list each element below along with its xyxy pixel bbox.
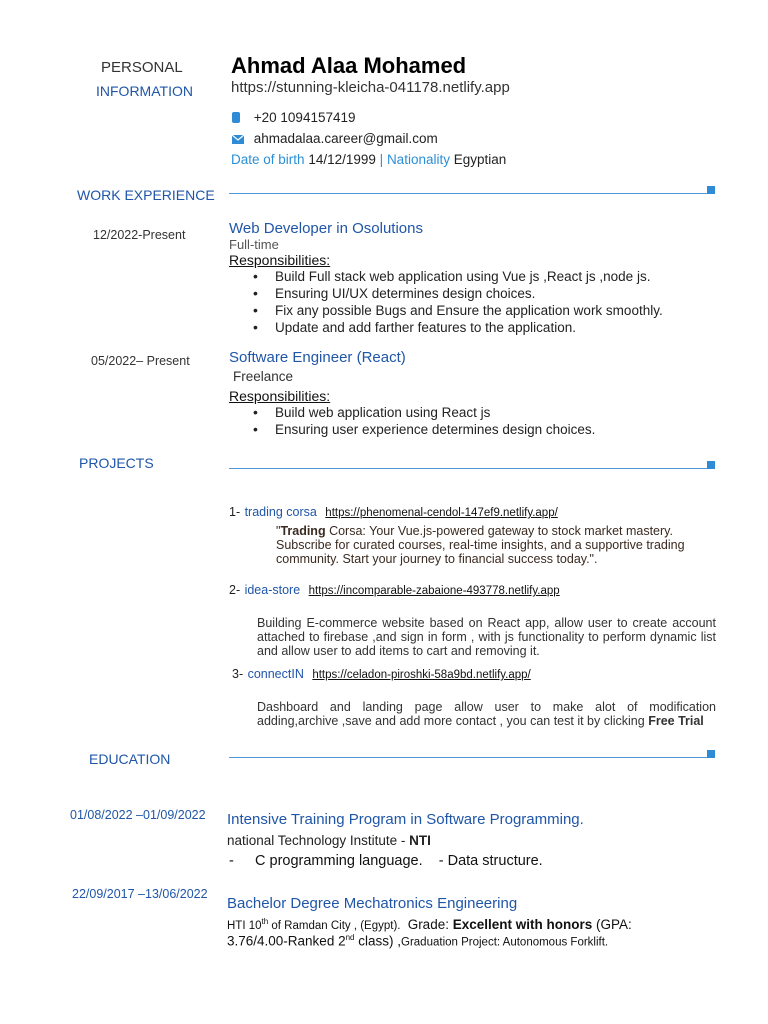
education-detail-line1 bbox=[227, 917, 727, 932]
nationality-label: Nationality bbox=[386, 152, 450, 167]
institute-abbrev: NTI bbox=[409, 833, 431, 848]
institute-name: national Technology Institute - bbox=[227, 833, 410, 848]
job-type: Full-time bbox=[229, 237, 279, 252]
education-entry bbox=[227, 895, 727, 949]
personal-label-line1: PERSONAL bbox=[101, 59, 183, 76]
project-header bbox=[232, 665, 531, 683]
envelope-icon bbox=[232, 132, 244, 147]
project-description bbox=[276, 524, 716, 566]
phone-row bbox=[232, 110, 356, 125]
job-entry bbox=[229, 220, 729, 336]
phone-number: +20 1094157419 bbox=[253, 110, 356, 125]
grade-label: Grade: bbox=[407, 917, 453, 932]
courses-text: C programming language. - Data structure. bbox=[255, 853, 543, 869]
job-date: 12/2022-Present bbox=[93, 228, 186, 242]
work-divider-marker bbox=[707, 186, 715, 194]
education-divider bbox=[229, 757, 707, 758]
project-desc-bold: Trading bbox=[280, 524, 326, 538]
project-header bbox=[229, 503, 558, 521]
project-number: 2- bbox=[229, 583, 241, 597]
nationality-value: Egyptian bbox=[453, 152, 507, 167]
education-divider-marker bbox=[707, 750, 715, 758]
project-name: trading corsa bbox=[244, 505, 317, 519]
job-title: Web Developer in Osolutions bbox=[229, 220, 423, 237]
candidate-name: Ahmad Alaa Mohamed bbox=[231, 53, 467, 78]
school-location: of Ramdan City , (Egypt). bbox=[268, 920, 401, 932]
education-courses bbox=[227, 853, 727, 869]
list-item: • Ensuring user experience determines design choices. bbox=[229, 421, 729, 438]
dash-marker: - bbox=[229, 853, 234, 869]
email-row bbox=[232, 131, 438, 147]
list-item: • Update and add farther features to the application. bbox=[229, 319, 729, 336]
job-title: Software Engineer (React) bbox=[229, 349, 406, 366]
education-title: Intensive Training Program in Software Programming. bbox=[227, 811, 584, 828]
job-date: 05/2022– Present bbox=[91, 354, 190, 368]
website-link[interactable]: https://stunning-kleicha-041178.netlify.app bbox=[231, 79, 510, 96]
job-entry bbox=[229, 349, 729, 438]
project-link[interactable]: https://celadon-piroshki-58a9bd.netlify.app/ bbox=[312, 669, 531, 681]
project-description: Building E-commerce website based on React app, allow user to create account attached to firebase ,and sign in form , with js functionality to perform dynamic list and allow user to add items to cart and removing it. bbox=[257, 616, 716, 658]
gpa-rank: 3.76/4.00-Ranked 2 bbox=[227, 933, 346, 949]
project-link[interactable]: https://incomparable-zabaione-493778.netlify.app bbox=[308, 585, 560, 597]
projects-divider-marker bbox=[707, 461, 715, 469]
education-date: 22/09/2017 –13/06/2022 bbox=[72, 887, 208, 901]
education-heading: EDUCATION bbox=[89, 751, 171, 767]
dob-value: 14/12/1999 bbox=[308, 152, 376, 167]
school-name: HTI 10 bbox=[227, 920, 262, 932]
email-address[interactable]: ahmadalaa.career@gmail.com bbox=[253, 131, 438, 146]
graduation-project: Graduation Project: Autonomous Forklift. bbox=[401, 936, 609, 949]
separator: | bbox=[379, 152, 384, 167]
project-name: idea-store bbox=[244, 583, 301, 597]
phone-icon bbox=[232, 112, 240, 123]
dob-label: Date of birth bbox=[231, 152, 305, 167]
rank-class: class) , bbox=[354, 933, 402, 949]
projects-heading: PROJECTS bbox=[79, 455, 154, 471]
project-desc-text: Corsa: Your Vue.js-powered gateway to stock market mastery. Subscribe for curated courses, real-time insights, and a supportive trading community. Start your journey to financial success today.". bbox=[276, 524, 685, 566]
project-name: connectIN bbox=[247, 667, 304, 681]
superscript: th bbox=[261, 917, 269, 927]
education-detail-line2 bbox=[227, 933, 727, 949]
projects-divider bbox=[229, 468, 707, 469]
project-number: 1- bbox=[229, 505, 241, 519]
work-divider bbox=[229, 193, 707, 194]
personal-label-line2: INFORMATION bbox=[96, 83, 193, 99]
project-header bbox=[229, 581, 560, 599]
list-item: • Build Full stack web application using Vue js ,React js ,node js. bbox=[229, 268, 729, 285]
work-heading: WORK EXPERIENCE bbox=[77, 187, 215, 203]
education-entry bbox=[227, 811, 727, 869]
project-number: 3- bbox=[232, 667, 244, 681]
responsibilities-label: Responsibilities: bbox=[229, 388, 331, 404]
responsibilities-label: Responsibilities: bbox=[229, 252, 331, 268]
project-description bbox=[257, 700, 716, 728]
list-item: • Ensuring UI/UX determines design choices. bbox=[229, 285, 729, 302]
education-institute bbox=[227, 833, 727, 848]
project-link[interactable]: https://phenomenal-cendol-147ef9.netlify.app/ bbox=[325, 507, 558, 519]
list-item: • Build web application using React js bbox=[229, 404, 729, 421]
project-desc-text: Dashboard and landing page allow user to make alot of modification adding,archive ,save and add more contact , you can test it by clicking bbox=[257, 700, 716, 728]
free-trial-text: Free Trial bbox=[648, 714, 704, 728]
gpa-start: (GPA: bbox=[592, 917, 632, 932]
quote-mark: " bbox=[276, 524, 281, 538]
responsibilities-list bbox=[229, 268, 729, 336]
superscript: nd bbox=[345, 933, 355, 942]
birth-nationality-row bbox=[231, 152, 506, 167]
education-title: Bachelor Degree Mechatronics Engineering bbox=[227, 895, 518, 912]
list-item: • Fix any possible Bugs and Ensure the application work smoothly. bbox=[229, 302, 729, 319]
grade-value: Excellent with honors bbox=[452, 917, 593, 932]
responsibilities-list bbox=[229, 404, 729, 438]
education-date: 01/08/2022 –01/09/2022 bbox=[70, 808, 206, 822]
job-type: Freelance bbox=[233, 369, 294, 384]
